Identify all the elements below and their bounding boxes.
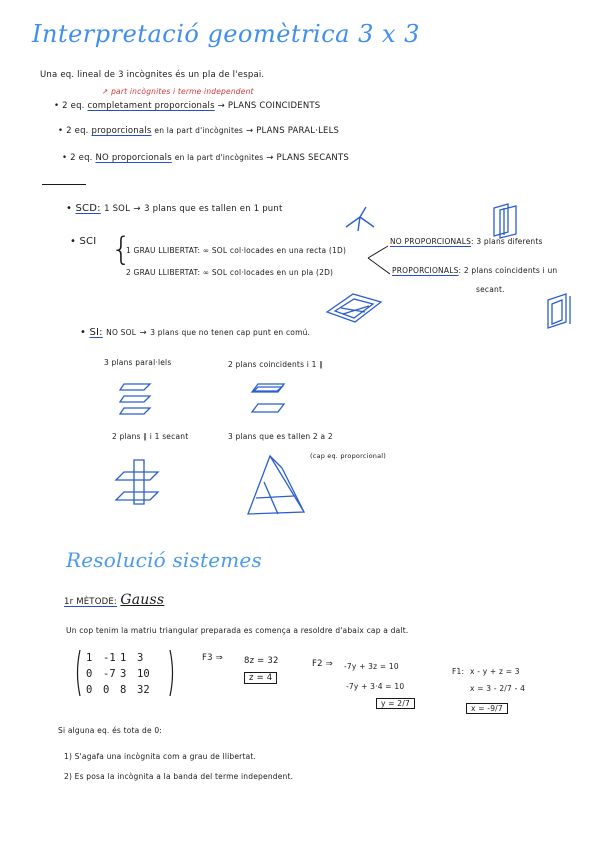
sci-1grau: 1 GRAU LLIBERTAT: ∞ SOL col·locades en una recta (1D) bbox=[126, 246, 347, 255]
sci-prop-secant: secant. bbox=[476, 285, 505, 294]
method-description: Un cop tenim la matriu triangular preparada es comença a resoldre d'abaix cap a dalt. bbox=[66, 626, 409, 635]
case-paralels: • 2 eq. proporcionals en la part d'incògnites → PLANS PARAL·LELS bbox=[58, 126, 340, 136]
case-secants: • 2 eq. NO proporcionals en la part d'incògnites → PLANS SECANTS bbox=[62, 153, 349, 163]
f2-result: y = 2/7 bbox=[376, 698, 415, 709]
f3-label: F3 ⇒ bbox=[202, 653, 223, 663]
coincident-secant-figure bbox=[544, 292, 576, 332]
branch-lines-icon bbox=[366, 240, 392, 280]
si-line: • SI: NO SOL → 3 plans que no tenen cap punt en comú. bbox=[80, 327, 311, 338]
parallel-secant-figure bbox=[112, 458, 170, 506]
augmented-matrix bbox=[74, 648, 176, 698]
brace-icon: { bbox=[111, 230, 132, 268]
divider bbox=[42, 184, 86, 185]
arrow-up-icon: ↗ bbox=[102, 87, 109, 96]
sci-label: • SCI bbox=[70, 236, 97, 247]
f2-equation-2: -7y + 3·4 = 10 bbox=[346, 682, 405, 691]
f2-equation-1: -7y + 3z = 10 bbox=[344, 662, 399, 671]
book-planes-figure bbox=[490, 202, 520, 240]
si-case-2-label: 2 plans coincidents i 1 ∥ bbox=[228, 360, 324, 369]
coincident-planes-figure bbox=[323, 292, 385, 326]
sci-no-prop: NO PROPORCIONALS: 3 plans diferents bbox=[390, 237, 543, 246]
matrix-row: 1 -1 1 3 bbox=[86, 652, 144, 664]
method-heading: 1r MÈTODE: Gauss bbox=[64, 592, 165, 608]
f1-label: F1: bbox=[452, 667, 465, 676]
intro-text: Una eq. lineal de 3 incògnites és un pla de l'espai. bbox=[40, 70, 265, 80]
f2-label: F2 ⇒ bbox=[312, 659, 333, 669]
section-title: Resolució sistemes bbox=[66, 548, 262, 572]
coincident-parallel-figure bbox=[250, 380, 290, 416]
f1-result: x = -9/7 bbox=[466, 703, 508, 714]
prism-planes-figure bbox=[242, 452, 310, 522]
matrix-row: 0 -7 3 10 bbox=[86, 668, 150, 680]
scd-line: • SCD: 1 SOL → 3 plans que es tallen en 1 punt bbox=[66, 203, 283, 214]
annotation-note: ↗ part incògnites i terme independent bbox=[102, 87, 254, 96]
si-case-1-label: 3 plans paral·lels bbox=[104, 358, 172, 367]
sci-2grau: 2 GRAU LLIBERTAT: ∞ SOL col·locades en un pla (2D) bbox=[126, 268, 334, 277]
parallel-planes-figure bbox=[118, 380, 156, 416]
matrix-row: 0 0 8 32 bbox=[86, 684, 150, 696]
f1-equation-2: x = 3 - 2/7 - 4 bbox=[470, 684, 526, 693]
f3-result: z = 4 bbox=[244, 672, 277, 684]
zero-step-2: 2) Es posa la incògnita a la banda del terme independent. bbox=[64, 772, 294, 781]
three-planes-point-figure bbox=[340, 203, 380, 233]
sci-prop: PROPORCIONALS: 2 plans coincidents i un bbox=[392, 266, 558, 275]
f3-equation: 8z = 32 bbox=[244, 656, 279, 666]
si-case-3-label: 2 plans ∥ i 1 secant bbox=[112, 432, 189, 441]
page-title: Interpretació geomètrica 3 x 3 bbox=[32, 20, 420, 48]
si-case-4-label: 3 plans que es tallen 2 a 2 bbox=[228, 432, 333, 441]
case-coincidents: • 2 eq. completament proporcionals → PLANS COINCIDENTS bbox=[54, 101, 321, 111]
f1-equation-1: x - y + z = 3 bbox=[470, 667, 520, 676]
zero-row-note: Si alguna eq. és tota de 0: bbox=[58, 726, 163, 735]
si-case-4-note: (cap eq. proporcional) bbox=[310, 452, 387, 460]
zero-step-1: 1) S'agafa una incògnita com a grau de llibertat. bbox=[64, 752, 257, 761]
